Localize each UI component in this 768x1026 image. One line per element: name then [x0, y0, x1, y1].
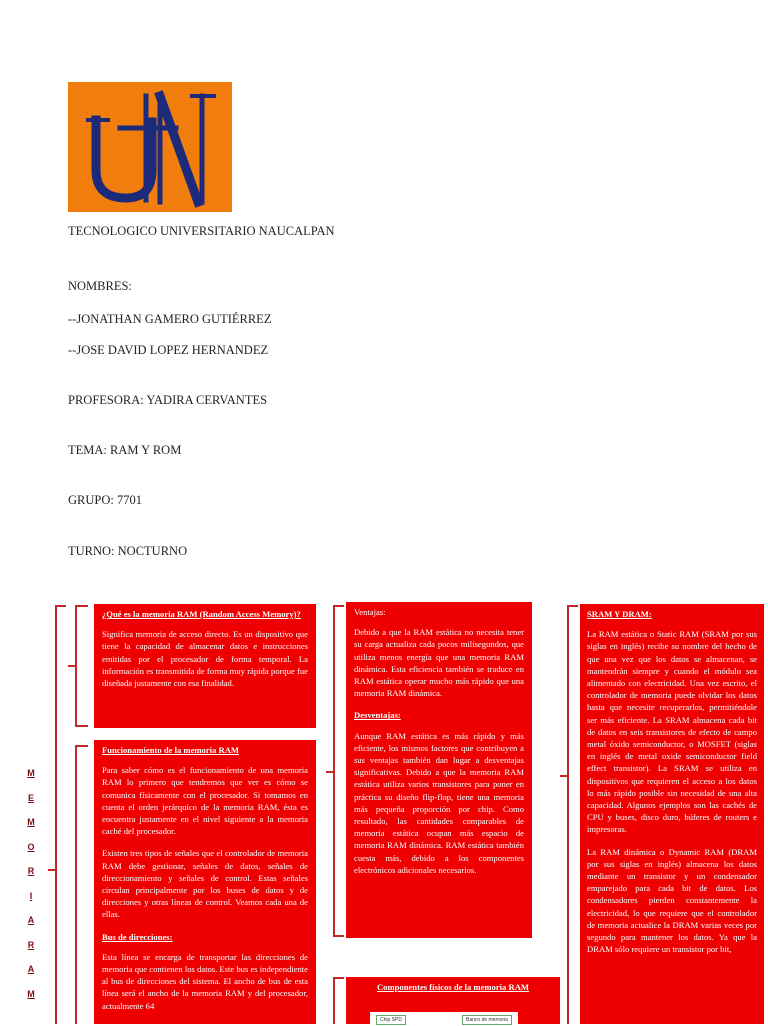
ram-definition-text: Significa memoria de acceso directo. Es un dispositivo que tiene la capacidad de almacenar datos e instrucciones emitidas por el procesador de forma temporal. La información es transmitida de forma muy rápida porque fue diseñada justamente con esa finalidad.	[102, 629, 308, 689]
col2-bracket	[318, 600, 348, 1024]
ram-definition-box	[94, 604, 316, 728]
vertical-letter: M	[27, 988, 35, 999]
memory-bank-label: Banco de memoria	[462, 1015, 512, 1025]
disadvantages-title: Desventajas:	[354, 710, 401, 721]
sram-dram-box	[580, 604, 764, 1024]
vertical-letter: E	[27, 792, 34, 803]
col1-bracket	[62, 600, 92, 1024]
physical-components-title: Componentes físicos de la memoria RAM	[376, 982, 530, 992]
shift-line: TURNO: NOCTURNO	[68, 544, 188, 558]
vertical-letter: M	[27, 817, 35, 827]
vertical-letter: R	[27, 866, 35, 876]
advantages-text: Debido a que la RAM estática no necesita tener su carga actualiza cada pocos milisegundos, que utiliza menos energía que una memoria RAM dinámica. Esta eficiencia también se traduce en RAM estática operar mucho más rápido que una memoria RAM dinámica.	[354, 627, 524, 699]
address-bus-text: Esta línea se encarga de transportar las direcciones de memoria que contienen los datos. Este bus es independiente al bus de direcciones del sistema. El ancho de bus de esta línea será el ancho de la memoria RAM y del procesador, actualmente 64	[102, 951, 308, 1011]
student-name-1: --JONATHAN GAMERO GUTIÉRREZ	[68, 312, 272, 326]
disadvantages-text: Aunque RAM estática es más rápido y más eficiente, los mismos factores que contribuyen a sus ventajas también dan lugar a desventajas significativas. Debido a que la memoria RAM estática utiliza varios transistores para poner en práctica su diseño flip-flop, tiene una memoria más pequeña proporción por chip. Como resultado, las cantidades comparables de memoria estática ocupan más espacio de memoria RAM dinámica. RAM estática también cuesta más, debido a los componentes electrónicos adicionales necesarios.	[354, 730, 524, 875]
ram-functioning-p1: Para saber cómo es el funcionamiento de una memoria RAM lo primero que tendremos que ver es cómo se comunica físicamente con el procesador. Si tomamos en cuenta el orden jerárquico de la memoria RAM, ésta es encuentra justamente en el nivel siguiente a la memoria caché del procesador.	[102, 765, 308, 837]
sram-pros-cons-box	[346, 602, 532, 938]
spd-chip-label: Chip SPD	[376, 1015, 406, 1025]
sram-dram-title: SRAM Y DRAM:	[587, 609, 652, 619]
group-line: GRUPO: 7701	[68, 493, 142, 507]
ram-functioning-title: Funcionamiento de la memoria RAM	[102, 745, 240, 755]
vertical-letter: A	[27, 964, 35, 974]
ram-functioning-p2: Existen tres tipos de señales que el controlador de memoria RAM debe gestionar, señales de datos, señales de direccionamiento y señales de control. Estas señales circulan principalmente por los buses de datos y de direcciones y otras líneas de control. Veamos cada una de ellas.	[102, 848, 308, 920]
vertical-title	[24, 768, 38, 1013]
vertical-letter: M	[27, 768, 35, 778]
teacher-line: PROFESORA: YADIRA CERVANTES	[68, 393, 268, 407]
institution-name: TECNOLOGICO UNIVERSITARIO NAUCALPAN	[68, 224, 335, 238]
student-name-2: --JOSE DAVID LOPEZ HERNANDEZ	[68, 343, 269, 357]
advantages-label: Ventajas:	[354, 607, 386, 617]
address-bus-title: Bus de direcciones:	[102, 931, 173, 942]
ram-functioning-box	[94, 740, 316, 1024]
sram-text: La RAM estática o Static RAM (SRAM por sus siglas en inglés) recibe su nombre del hecho de que una vez que los datos se almacenan, se mantendrán siempre y cuando el módulo sea alimentado con electricidad. Una vez escrito, el controlador de memoria puede olvidar los datos hasta que necesite recuperarlos, permitiéndole ser más eficiente. La SRAM almacena cada bit de datos en seis transistores de efecto de campo metal óxido semiconductor, o MOSFET (siglas en inglés de metal oxide semiconductor field effect transistor). La SRAM se utiliza en dispositivos que requieren el acceso a los datos lo más rápido posible sin necesidad de una alta capacidad. Algunos ejemplos son las cachés de CPU y buses, disco duro, búferes de routers e impresoras.	[587, 629, 757, 835]
utn-logo	[68, 82, 232, 212]
topic-line: TEMA: RAM Y ROM	[68, 443, 182, 457]
dram-text: La RAM dinámica o Dynamic RAM (DRAM por sus siglas en inglés) almacena los datos mediante un transistor y un condensador emparejado para cada bit de datos. Los condensadores pierden constantemente la electricidad, lo que requiere que el controlador de memoria actualice la DRAM varias veces por segundo para mantener los datos. Ya que la DRAM sólo requiere un transistor por bit,	[587, 846, 757, 955]
names-label: NOMBRES:	[68, 279, 132, 293]
vertical-letter: A	[27, 915, 35, 925]
utn-logo-mark	[68, 82, 232, 212]
vertical-letter: R	[27, 939, 35, 950]
vertical-letter: O	[27, 841, 35, 852]
ram-definition-title: ¿Qué es la memoria RAM (Random Access Memory)?	[102, 609, 301, 619]
vertical-letter: I	[29, 890, 33, 901]
